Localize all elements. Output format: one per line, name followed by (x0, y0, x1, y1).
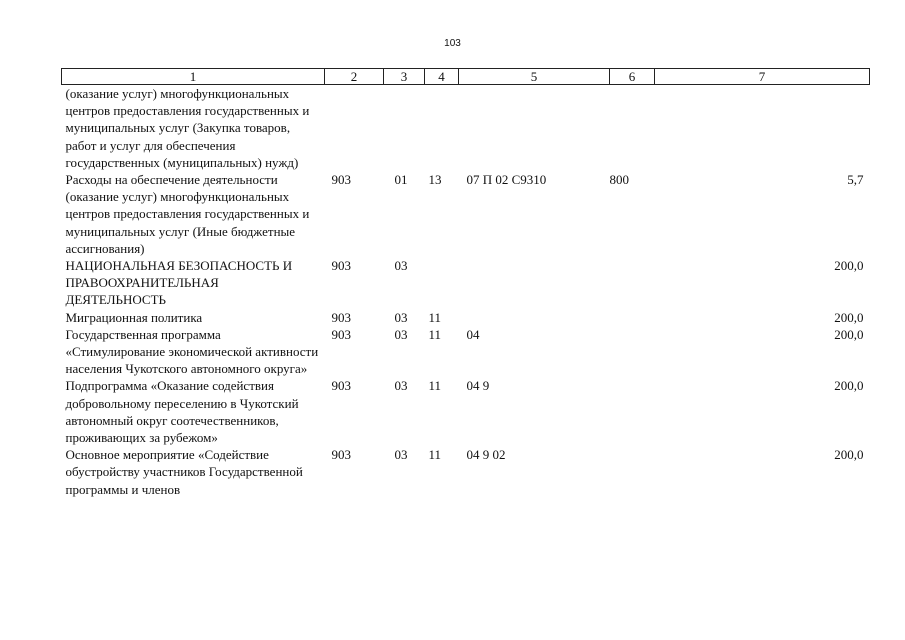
table-row (62, 377, 870, 446)
table-row (62, 257, 870, 309)
row-amount (655, 85, 870, 172)
row-name: Государственная программа «Стимулирование экономической активности населения Чукотского автономного округа» (65, 326, 319, 377)
row-grbs: 903 (331, 172, 351, 188)
row-grbs: 903 (331, 326, 351, 342)
column-header: 4 (425, 69, 459, 85)
table-row (62, 326, 870, 378)
row-target-article (459, 85, 610, 172)
row-section: 03 (394, 258, 408, 274)
row-grbs: 903 (331, 309, 351, 325)
row-amount: 200,0 (834, 378, 864, 394)
row-grbs: 903 (331, 258, 351, 274)
table-row (62, 85, 870, 172)
row-name: НАЦИОНАЛЬНАЯ БЕЗОПАСНОСТЬ И ПРАВООХРАНИТЕЛЬНАЯ ДЕЯТЕЛЬНОСТЬ (65, 258, 293, 308)
row-subsection (425, 85, 459, 172)
row-expense-type (610, 377, 655, 446)
row-subsection: 13 (428, 172, 442, 188)
row-name: (оказание услуг) многофункциональных центров предоставления государственных и муниципальных услуг (Закупка товаров, работ и услуг для обеспечения государственных (муниципальных) нужд) (65, 86, 310, 170)
row-section: 03 (394, 378, 408, 394)
row-expense-type (610, 326, 655, 378)
column-header: 1 (62, 69, 325, 85)
table-row (62, 171, 870, 257)
row-target-article: 04 (466, 326, 480, 342)
row-amount: 200,0 (834, 258, 864, 274)
row-name: Основное мероприятие «Содействие обустройству участников Государственной программы и членов (65, 447, 303, 497)
row-grbs: 903 (331, 447, 351, 463)
row-name: Подпрограмма «Оказание содействия добровольному переселению в Чукотский автономный округ соотечественников, проживающих за рубежом» (65, 378, 299, 446)
row-amount: 200,0 (834, 309, 864, 325)
column-header: 2 (325, 69, 384, 85)
row-subsection (425, 257, 459, 309)
header-row (62, 69, 870, 85)
row-subsection: 11 (428, 326, 442, 342)
row-section: 03 (394, 309, 408, 325)
column-header: 6 (610, 69, 655, 85)
page-number: 103 (444, 38, 461, 49)
row-target-article: 07 П 02 С9310 (466, 172, 547, 188)
row-name: Расходы на обеспечение деятельности (оказание услуг) многофункциональных центров предоставления государственных и муниципальных услуг (Иные бюджетные ассигнования) (65, 172, 310, 256)
row-subsection: 11 (428, 309, 442, 325)
row-target-article (459, 257, 610, 309)
row-subsection: 11 (428, 378, 442, 394)
row-target-article (459, 309, 610, 326)
row-name: Миграционная политика (65, 309, 203, 325)
row-section: 03 (394, 447, 408, 463)
row-section (384, 85, 425, 172)
row-subsection: 11 (428, 447, 442, 463)
budget-table (61, 68, 870, 498)
row-amount: 200,0 (834, 447, 864, 463)
row-expense-type (610, 257, 655, 309)
row-expense-type: 800 (609, 172, 629, 188)
row-grbs: 903 (331, 378, 351, 394)
row-grbs (325, 85, 384, 172)
row-section: 01 (394, 172, 408, 188)
table-row (62, 446, 870, 498)
table-row (62, 309, 870, 326)
column-header: 5 (459, 69, 610, 85)
row-target-article: 04 9 (466, 378, 490, 394)
column-header: 7 (655, 69, 870, 85)
row-expense-type (610, 85, 655, 172)
row-section: 03 (394, 326, 408, 342)
row-target-article: 04 9 02 (466, 447, 506, 463)
row-amount: 200,0 (834, 326, 864, 342)
row-expense-type (610, 309, 655, 326)
row-amount: 5,7 (847, 172, 864, 188)
row-expense-type (610, 446, 655, 498)
column-header: 3 (384, 69, 425, 85)
